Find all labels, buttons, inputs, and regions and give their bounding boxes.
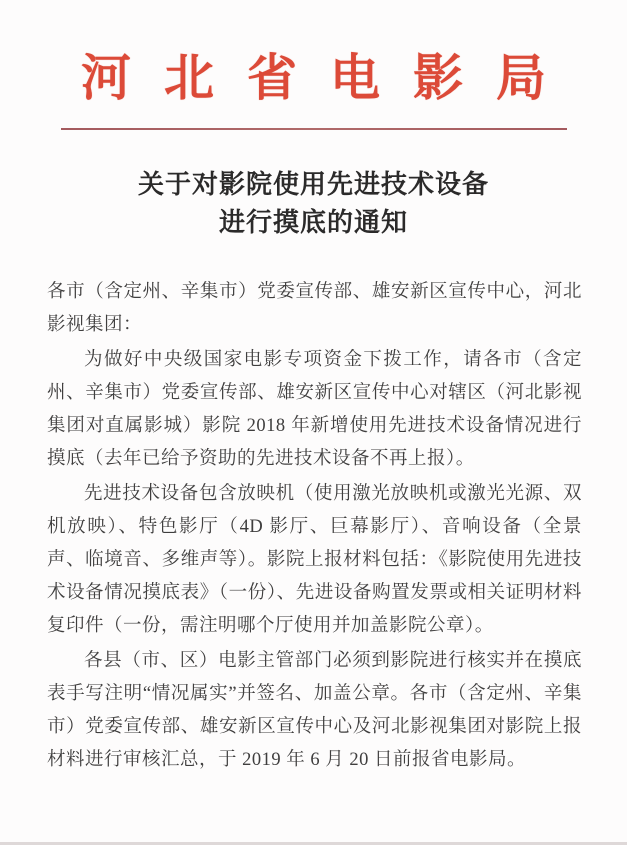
paragraph: 各县（市、区）电影主管部门必须到影院进行核实并在摸底表手写注明“情况属实”并签名、加盖公章。各市（含定州、辛集市）党委宣传部、雄安新区宣传中心及河北影视集团对影院上报材料进行审核汇总，于 2019 年 6 月 20 日前报省电影局。 — [47, 650, 582, 770]
letterhead — [0, 0, 627, 130]
org-name: 河北省电影局 — [81, 50, 579, 106]
doc-body — [47, 276, 582, 777]
letterhead-divider — [61, 128, 567, 130]
paragraph: 先进技术设备包含放映机（使用激光放映机或激光光源、双机放映）、特色影厅（4D 影厅、巨幕影厅）、音响设备（全景声、临境音、多维声等）。影院上报材料包括：《影院使用先进技术设备情况摸底表》（一份）、先进设备购置发票或相关证明材料复印件（一份，需注明哪个厅使用并加盖影院公章）。 — [47, 483, 582, 636]
doc-title-line-2: 进行摸底的通知 — [218, 207, 408, 237]
doc-title — [0, 166, 627, 242]
doc-title-line-1: 关于对影院使用先进技术设备 — [137, 169, 489, 199]
salutation: 各市（含定州、辛集市）党委宣传部、雄安新区宣传中心，河北影视集团： — [47, 281, 582, 335]
paragraph: 为做好中央级国家电影专项资金下拨工作，请各市（含定州、辛集市）党委宣传部、雄安新区宣传中心对辖区（河北影视集团对直属影城）影院 2018 年新增使用先进技术设备情况进行摸底（去年已给予资助的先进技术设备不再上报）。 — [47, 349, 582, 469]
